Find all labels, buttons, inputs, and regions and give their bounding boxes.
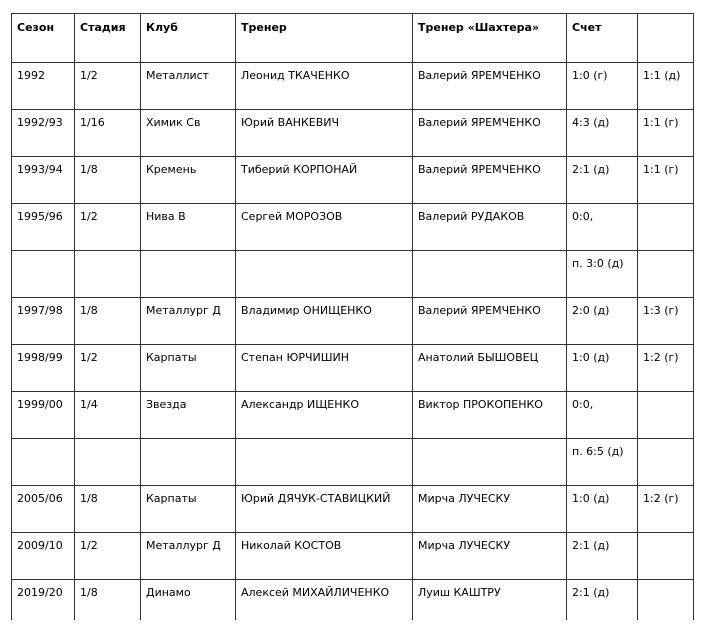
table-body [12,63,694,621]
cell-shakhtar-coach: Валерий ЯРЕМЧЕНКО [413,298,567,345]
cell-shakhtar-coach: Мирча ЛУЧЕСКУ [413,533,567,580]
cell-score-1: 2:0 (д) [567,298,638,345]
cell-shakhtar-coach: Валерий ЯРЕМЧЕНКО [413,110,567,157]
cell-coach: Александр ИЩЕНКО [236,392,413,439]
cell-club: Карпаты [141,486,236,533]
cell-score-2 [638,580,694,621]
cell-score-2 [638,204,694,251]
cell-score-2 [638,251,694,298]
cell-score-1: 1:0 (д) [567,345,638,392]
cell-club: Звезда [141,392,236,439]
cell-stage: 1/2 [75,345,141,392]
column-header-shakhtar-coach: Тренер «Шахтера» [413,14,567,63]
cell-coach: Юрий ВАНКЕВИЧ [236,110,413,157]
cell-season: 1998/99 [12,345,75,392]
cell-score-2: 1:1 (г) [638,157,694,204]
cell-shakhtar-coach: Виктор ПРОКОПЕНКО [413,392,567,439]
cell-club [141,439,236,486]
cell-coach: Степан ЮРЧИШИН [236,345,413,392]
cell-stage: 1/2 [75,533,141,580]
table-row [12,157,694,204]
cell-coach: Николай КОСТОВ [236,533,413,580]
cell-shakhtar-coach [413,439,567,486]
column-header-season: Сезон [12,14,75,63]
cell-club: Металлист [141,63,236,110]
cell-coach: Алексей МИХАЙЛИЧЕНКО [236,580,413,621]
cell-club: Динамо [141,580,236,621]
cell-club: Нива В [141,204,236,251]
cell-score-1: 4:3 (д) [567,110,638,157]
table-row [12,533,694,580]
cell-coach: Леонид ТКАЧЕНКО [236,63,413,110]
cell-score-2: 1:2 (г) [638,345,694,392]
cell-coach: Сергей МОРОЗОВ [236,204,413,251]
table-row [12,345,694,392]
table-row [12,298,694,345]
cell-club: Металлург Д [141,533,236,580]
results-table [11,13,694,620]
cell-stage: 1/8 [75,486,141,533]
cell-club [141,251,236,298]
cell-score-2: 1:2 (г) [638,486,694,533]
cell-stage: 1/16 [75,110,141,157]
cell-season [12,251,75,298]
cell-score-1: 1:0 (г) [567,63,638,110]
column-header-coach: Тренер [236,14,413,63]
cell-shakhtar-coach: Луиш КАШТРУ [413,580,567,621]
cell-season: 2005/06 [12,486,75,533]
cell-stage: 1/2 [75,204,141,251]
table-row [12,580,694,621]
table-row [12,439,694,486]
header-row [12,14,694,63]
cell-stage [75,439,141,486]
cell-season: 1999/00 [12,392,75,439]
cell-stage: 1/4 [75,392,141,439]
column-header-club: Клуб [141,14,236,63]
cell-score-1: п. 3:0 (д) [567,251,638,298]
cell-club: Карпаты [141,345,236,392]
cell-score-2 [638,533,694,580]
table-row [12,204,694,251]
cell-season: 1992 [12,63,75,110]
column-header-stage: Стадия [75,14,141,63]
cell-score-2: 1:1 (г) [638,110,694,157]
table-row [12,486,694,533]
cell-score-1: 0:0, [567,204,638,251]
cell-score-1: 0:0, [567,392,638,439]
cell-score-1: 2:1 (д) [567,533,638,580]
table-row [12,392,694,439]
cell-shakhtar-coach [413,251,567,298]
cell-shakhtar-coach: Анатолий БЫШОВЕЦ [413,345,567,392]
cell-season: 2019/20 [12,580,75,621]
cell-score-2: 1:1 (д) [638,63,694,110]
cell-stage: 1/2 [75,63,141,110]
cell-season: 2009/10 [12,533,75,580]
cell-coach: Юрий ДЯЧУК-СТАВИЦКИЙ [236,486,413,533]
cell-stage: 1/8 [75,157,141,204]
cell-season: 1995/96 [12,204,75,251]
cell-shakhtar-coach: Валерий ЯРЕМЧЕНКО [413,63,567,110]
cell-club: Кремень [141,157,236,204]
cell-score-2: 1:3 (г) [638,298,694,345]
table-row [12,110,694,157]
column-header-score-1: Счет [567,14,638,63]
cell-club: Химик Св [141,110,236,157]
table-row [12,63,694,110]
cell-coach [236,439,413,486]
cell-stage: 1/8 [75,580,141,621]
cell-stage: 1/8 [75,298,141,345]
cell-score-1: п. 6:5 (д) [567,439,638,486]
cell-shakhtar-coach: Валерий ЯРЕМЧЕНКО [413,157,567,204]
cell-season [12,439,75,486]
cell-score-1: 2:1 (д) [567,580,638,621]
cell-coach: Владимир ОНИЩЕНКО [236,298,413,345]
cell-shakhtar-coach: Валерий РУДАКОВ [413,204,567,251]
cell-score-1: 2:1 (д) [567,157,638,204]
cell-score-1: 1:0 (д) [567,486,638,533]
cell-score-2 [638,392,694,439]
cell-coach [236,251,413,298]
cell-season: 1992/93 [12,110,75,157]
cell-season: 1997/98 [12,298,75,345]
table-row [12,251,694,298]
cell-shakhtar-coach: Мирча ЛУЧЕСКУ [413,486,567,533]
cell-stage [75,251,141,298]
cell-season: 1993/94 [12,157,75,204]
column-header-score-2 [638,14,694,63]
cell-coach: Тиберий КОРПОНАЙ [236,157,413,204]
cell-score-2 [638,439,694,486]
cell-club: Металлург Д [141,298,236,345]
